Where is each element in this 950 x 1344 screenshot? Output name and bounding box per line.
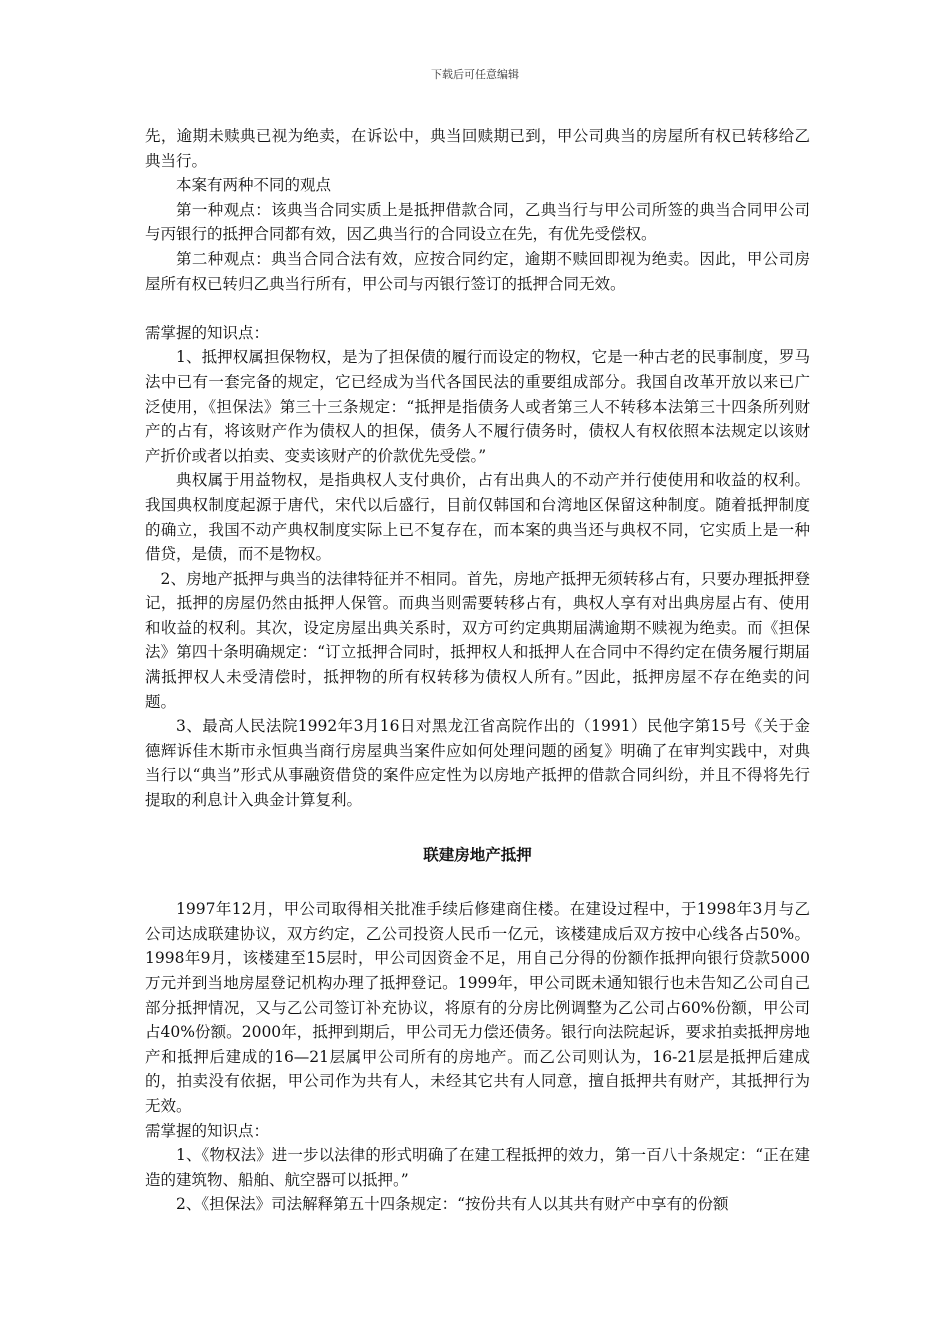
knowledge-heading: 需掌握的知识点：: [145, 1121, 270, 1140]
paragraph: 2、房地产抵押与典当的法律特征并不相同。首先，房地产抵押无须转移占有，只要办理抵押登记，抵押的房屋仍然由抵押人保管。而典当则需要转移占有，典权人享有对出典房屋占有、使用和收益的权利。其次，设定房屋出典关系时，双方可约定典期届满逾期不赎视为绝卖。而《担保法》第四十条明确规定：“订立抵押合同时，抵押权人和抵押人在合同中不得约定在债务履行期届满抵押权人未受清偿时，抵押物的所有权转移为债权人所有。”因此，抵押房屋不存在绝卖的问题。: [145, 569, 810, 711]
section-title: 联建房地产抵押: [423, 844, 532, 864]
paragraph: 1、《物权法》进一步以法律的形式明确了在建工程抵押的效力，第一百八十条规定：“正在建造的建筑物、船舶、航空器可以抵押。”: [145, 1146, 810, 1189]
paragraph: 2、《担保法》司法解释第五十四条规定：“按份共有人以其共有财产中享有的份额: [176, 1195, 729, 1214]
paragraph: 先，逾期未赎典已视为绝卖，在诉讼中，典当回赎期已到，甲公司典当的房屋所有权已转移给乙典当行。: [145, 127, 810, 170]
paragraph: 3、最高人民法院1992年3月16日对黑龙江省高院作出的（1991）民他字第15号《关于金德辉诉佳木斯市永恒典当商行房屋典当案件应如何处理问题的函复》明确了在审判实践中，对典当行以“典当”形式从事融资借贷的案件应定性为以房地产抵押的借款合同纠纷，并且不得将先行提取的利息计入典金计算复利。: [145, 717, 810, 810]
paragraph: 1、抵押权属担保物权，是为了担保债的履行而设定的物权，它是一种古老的民事制度，罗马法中已有一套完备的规定，它已经成为当代各国民法的重要组成部分。我国自改革开放以来已广泛使用，《担保法》第三十三条规定：“抵押是指债务人或者第三人不转移本法第三十四条所列财产的占有，将该财产作为债权人的担保，债务人不履行债务时，债权人有权依照本法规定以该财产折价或者以拍卖、变卖该财产的价款优先受偿。”: [145, 348, 810, 465]
paragraph: 第二种观点：典当合同合法有效，应按合同约定，逾期不赎回即视为绝卖。因此，甲公司房屋所有权已转归乙典当行所有，甲公司与丙银行签订的抵押合同无效。: [145, 249, 810, 293]
paragraph: 典权属于用益物权，是指典权人支付典价，占有出典人的不动产并行使使用和收益的权利。我国典权制度起源于唐代，宋代以后盛行，目前仅韩国和台湾地区保留这种制度。随着抵押制度的确立，我国不动产典权制度实际上已不复存在，而本案的典当还与典权不同，它实质上是一种借贷，是债，而不是物权。: [145, 471, 810, 564]
paragraph: 本案有两种不同的观点: [176, 176, 332, 195]
spacer: [145, 867, 810, 897]
spacer: [145, 813, 810, 843]
knowledge-heading: 需掌握的知识点：: [145, 323, 270, 342]
paragraph: 1997年12月，甲公司取得相关批准手续后修建商住楼。在建设过程中，于1998年3月与乙公司达成联建协议，双方约定，乙公司投资人民币一亿元，该楼建成后双方按中心线各占50%。1998年9月，该楼建至15层时，甲公司因资金不足，用自己分得的份额作抵押向银行贷款5000万元并到当地房屋登记机构办理了抵押登记。1999年，甲公司既未通知银行也未告知乙公司自己部分抵押情况，又与乙公司签订补充协议，将原有的分房比例调整为乙公司占60%份额，甲公司占40%份额。2000年，抵押到期后，甲公司无力偿还债务。银行向法院起诉，要求拍卖抵押房地产和抵押后建成的16—21层属甲公司所有的房地产。而乙公司则认为，16-21层是抵押后建成的，拍卖没有依据，甲公司作为共有人，未经其它共有人同意，擅自抵押共有财产，其抵押行为无效。: [145, 900, 810, 1115]
spacer: [145, 296, 810, 321]
page-header: 下载后可任意编辑: [431, 68, 519, 81]
document-body: [145, 124, 810, 1217]
paragraph: 第一种观点：该典当合同实质上是抵押借款合同，乙典当行与甲公司所签的典当合同甲公司与丙银行的抵押合同都有效，因乙典当行的合同设立在先，有优先受偿权。: [145, 200, 810, 244]
